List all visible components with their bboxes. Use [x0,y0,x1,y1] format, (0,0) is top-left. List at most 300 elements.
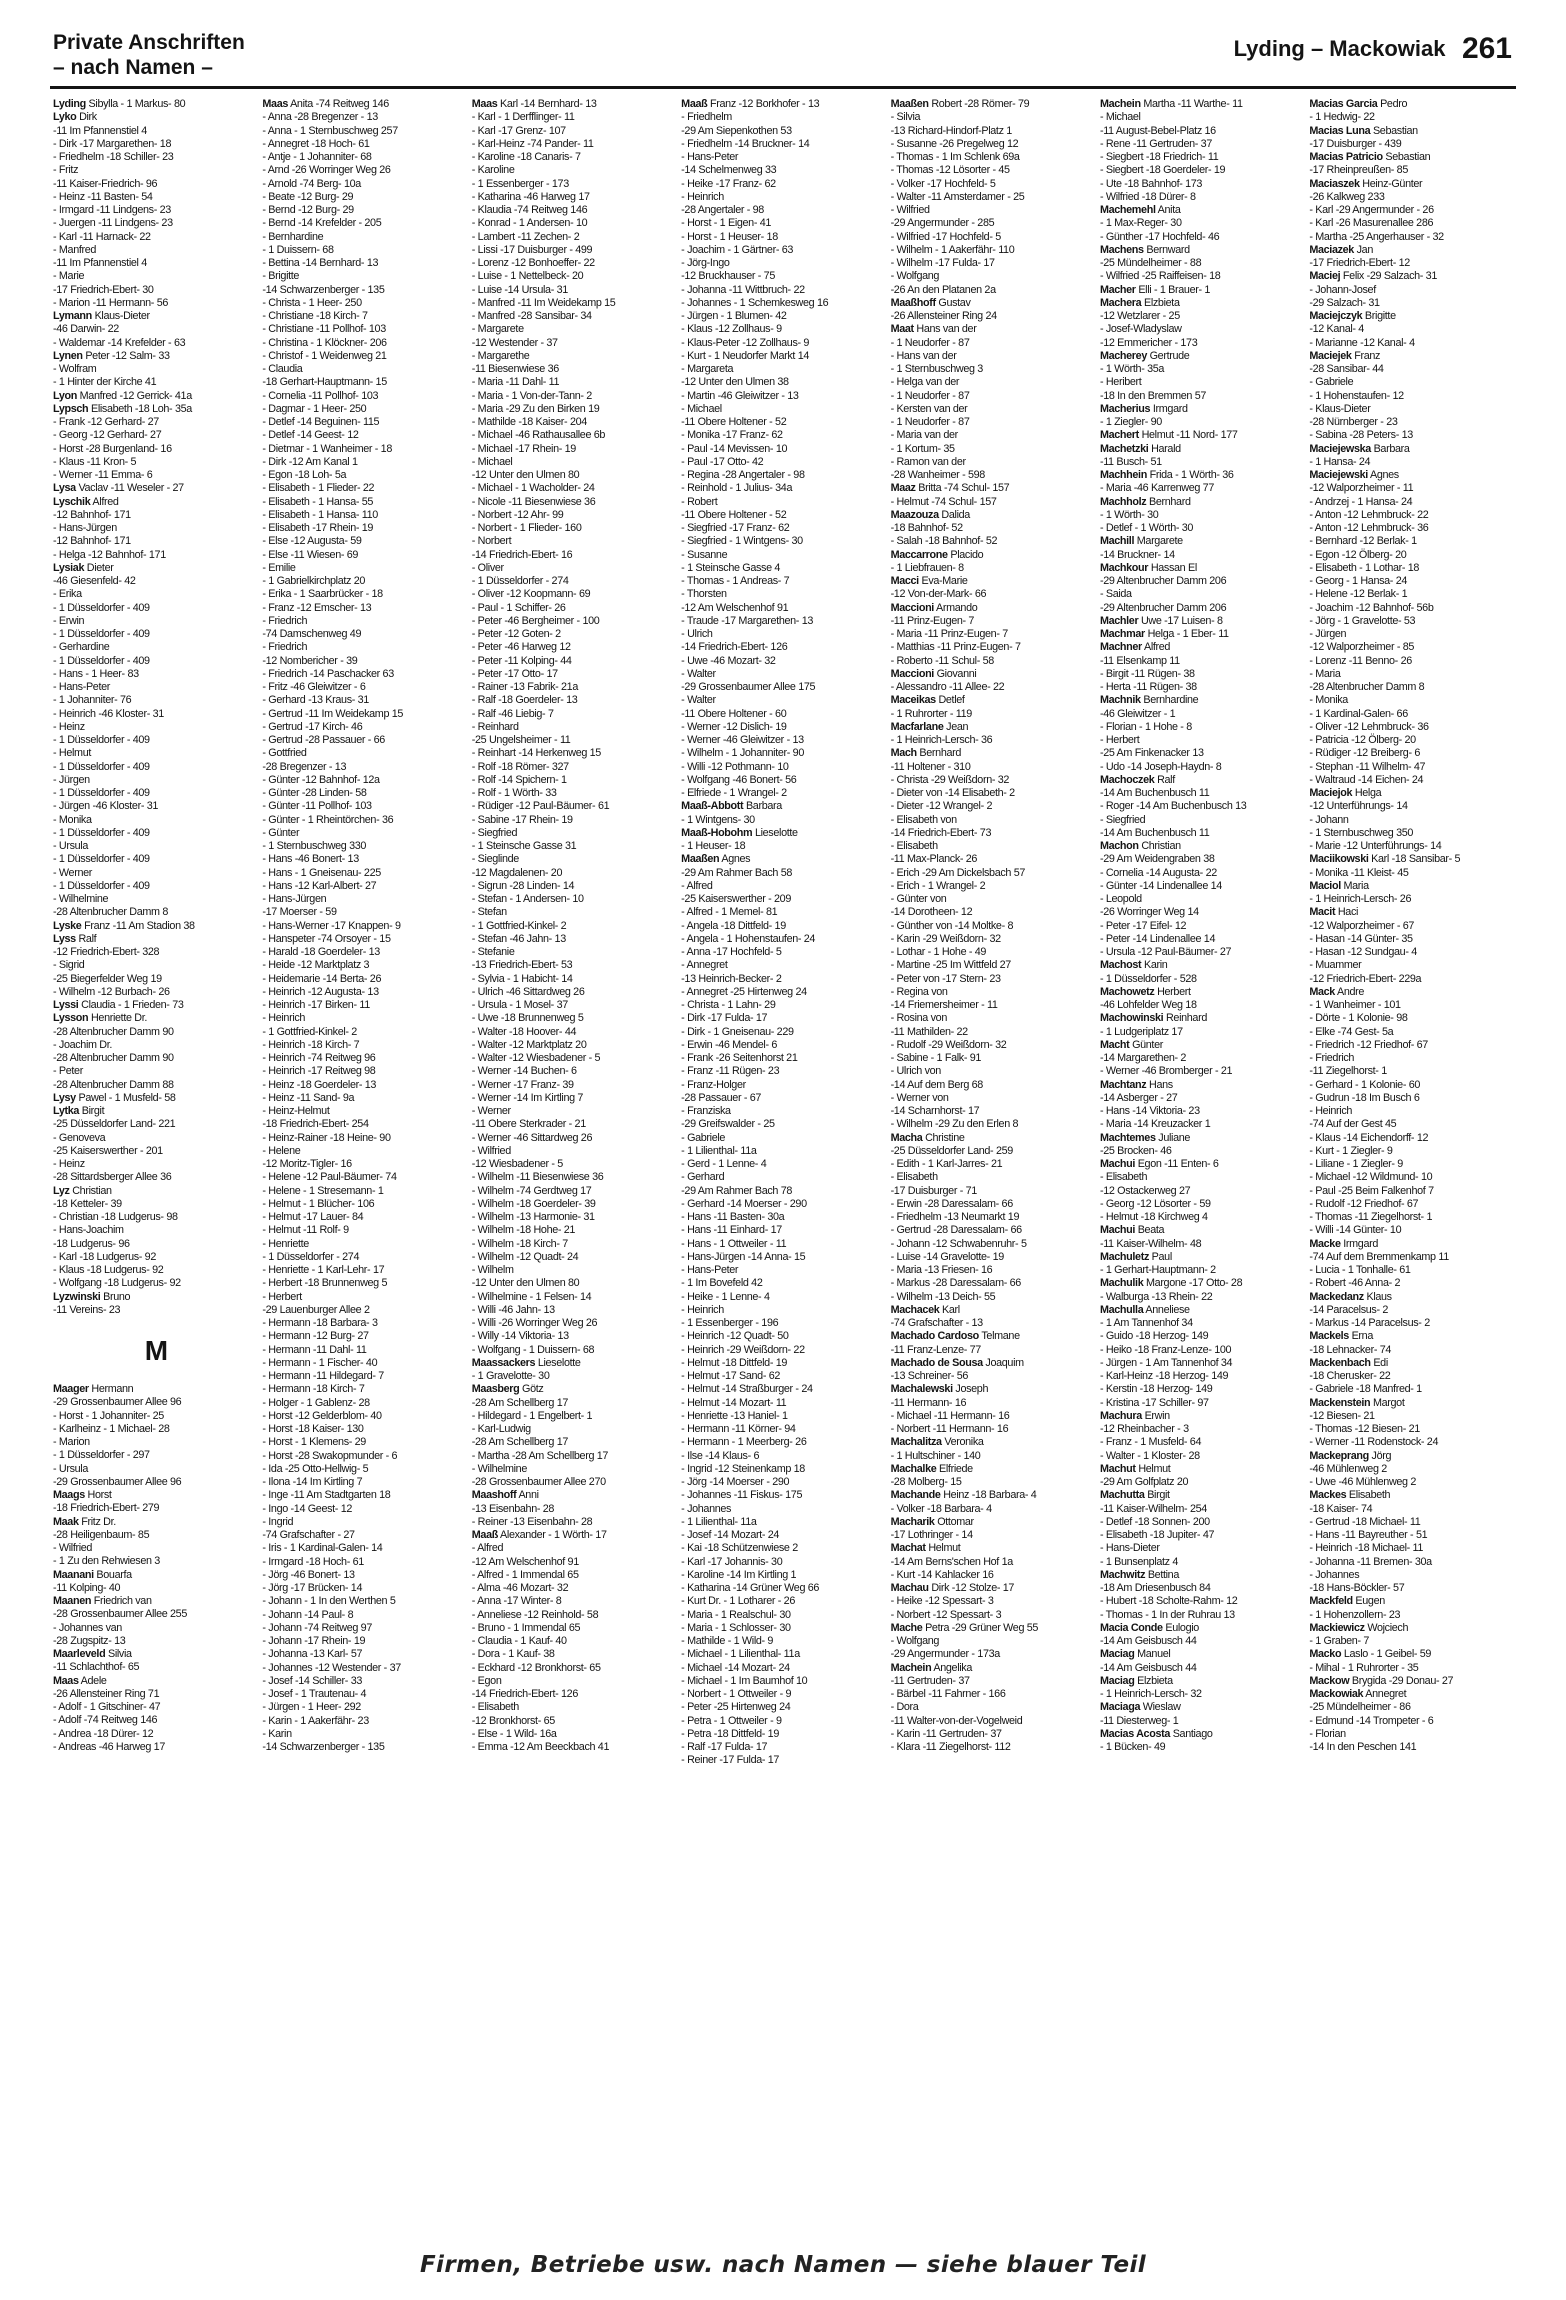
directory-entry [891,231,1097,244]
entry-details: - Stephan -11 Wilhelm- 47 [1309,760,1426,773]
directory-entry [53,257,259,270]
entry-details: - Bettina -14 Bernhard- 13 [262,257,379,269]
directory-entry [53,1264,259,1277]
directory-entry [681,456,887,469]
entry-details: - 1 Wörth- 35a [1099,363,1165,375]
entry-details: - Johann [1309,813,1349,826]
entry-details: Eva-Marie [921,575,968,587]
directory-entry [53,350,259,363]
entry-details: -12 Walporzheimer - 67 [1309,919,1415,932]
entry-details: - 1 Bunsenplatz 4 [1099,1555,1179,1568]
directory-entry [262,853,468,866]
directory-column [50,98,259,2246]
directory-entry [1309,1662,1515,1675]
directory-entry [681,734,887,747]
directory-entry [891,1224,1097,1237]
entry-details: -18 Cherusker- 22 [1309,1370,1391,1382]
directory-entry [53,575,259,588]
entry-details: Anneliese [1145,1303,1190,1316]
directory-entry [1100,906,1306,919]
surname: Macit [1309,906,1336,919]
directory-entry [681,482,887,495]
surname: Maceikas [890,694,936,707]
entry-details: - Dörte - 1 Kolonie- 98 [1309,1012,1408,1025]
entry-details: - Dirk -17 Fulda- 17 [681,1012,768,1025]
entry-details: -14 Am Berns'schen Hof 1a [890,1555,1013,1568]
entry-details: - Oliver [471,561,504,574]
directory-entry [472,125,678,138]
entry-details: -12 Von-der-Mark- 66 [890,588,987,601]
directory-entry [1309,1026,1515,1039]
directory-entry [1309,1569,1515,1582]
directory-entry [53,1396,259,1409]
directory-entry [262,323,468,336]
directory-entry [681,1423,887,1436]
directory-entry [53,615,259,628]
directory-entry [472,1357,678,1370]
directory-entry [891,1185,1097,1198]
directory-entry [891,217,1097,230]
entry-details: -46 Mühlenweg 2 [1309,1462,1387,1475]
entry-details: - Karl-Ludwig [471,1423,531,1435]
entry-details: Agnes [1369,469,1399,481]
directory-entry [681,297,887,310]
directory-entry [891,655,1097,668]
entry-details: - Helmut -11 Rolf- 9 [262,1224,349,1237]
entry-details: Alfred [1143,641,1171,654]
directory-entry [472,1224,678,1237]
surname: Mackenbach [1309,1356,1371,1369]
directory-entry [1100,628,1306,641]
directory-entry [262,708,468,721]
directory-entry [891,1158,1097,1171]
entry-details: -29 Am Golfplatz 20 [1099,1476,1189,1488]
directory-entry [472,337,678,350]
directory-entry [1309,575,1515,588]
entry-details: - Christof - 1 Weidenweg 21 [262,349,387,362]
directory-entry [681,1211,887,1224]
entry-details: - Bernhard -12 Berlak- 1 [1309,535,1417,548]
surname: Lysy [53,1091,76,1104]
entry-details: - Wilfried [53,1542,93,1554]
directory-entry [891,827,1097,840]
directory-entry [1309,363,1515,376]
entry-details: - Peter -11 Kolping- 44 [471,654,572,667]
entry-details: - Peter [53,1065,83,1078]
directory-entry [472,1450,678,1463]
entry-details: - 1 Steinsche Gasse 4 [681,561,781,574]
entry-details: - Kristina -17 Schiller- 97 [1099,1396,1209,1409]
entry-details: -14 Friedrich-Ebert- 126 [681,641,788,654]
entry-details: - Gerhard [681,1171,725,1184]
entry-details: - Anna - 1 Sternbuschweg 257 [262,124,398,137]
entry-details: Gertrude [1149,349,1190,362]
entry-details: - Anna -28 Bregenzer - 13 [262,111,378,124]
entry-details: - Thomas -11 Ziegelhorst- 1 [1309,1211,1433,1223]
entry-details: - Helene [262,1144,301,1157]
entry-details: - Bärbel -11 Fahrner - 166 [890,1688,1006,1700]
entry-details: Sebastian [1372,124,1418,137]
entry-details: -74 Auf der Gest 45 [1309,1118,1397,1131]
entry-details: - Friedrich -14 Paschacker 63 [262,667,394,680]
directory-entry [1100,1012,1306,1025]
directory-entry [472,694,678,707]
directory-entry [1309,1251,1515,1264]
directory-entry [1309,1701,1515,1714]
entry-details: Franz -11 Am Stadion 38 [84,919,195,932]
entry-details: - Maria - 1 Realschul- 30 [681,1608,791,1621]
directory-entry [472,1185,678,1198]
directory-entry [891,999,1097,1012]
directory-entry [472,973,678,986]
entry-details: - Guido -18 Herzog- 149 [1099,1330,1209,1343]
entry-details: - 1 Graben- 7 [1309,1635,1370,1647]
directory-entry [472,641,678,654]
directory-entry [1100,1715,1306,1728]
directory-entry [472,920,678,933]
entry-details: - Wolfgang - 1 Duissern- 68 [471,1343,595,1356]
directory-entry [1309,178,1515,191]
directory-entry [1309,482,1515,495]
entry-details: - Gertrud -11 Im Weidekamp 15 [262,707,404,720]
entry-details: - Heidemarie -14 Berta- 26 [262,972,382,985]
directory-entry [262,1423,468,1436]
directory-entry [1309,1622,1515,1635]
directory-entry [1100,323,1306,336]
directory-entry [1100,708,1306,721]
directory-entry [472,933,678,946]
directory-entry [53,920,259,933]
name-range: Lyding – Mackowiak [1233,36,1446,61]
entry-details: Peter -12 Salm- 33 [85,349,170,362]
entry-details: - Reinhart -14 Herkenweg 15 [471,747,601,760]
directory-entry [891,1542,1097,1555]
entry-details: Brigitte [1364,310,1396,322]
entry-details: - Cornelia -14 Augusta- 22 [1099,866,1217,879]
directory-entry [53,1211,259,1224]
surname: Macher [1099,283,1136,296]
directory-entry [262,376,468,389]
entry-details: - Detlef -18 Sonnen- 200 [1099,1515,1210,1528]
entry-details: -29 Grossenbaumer Allee 175 [681,681,816,693]
directory-entry [891,1198,1097,1211]
directory-entry [1100,429,1306,442]
surname: Machande [890,1489,941,1502]
entry-details: Margone -17 Otto- 28 [1146,1277,1243,1290]
directory-entry [891,708,1097,721]
directory-entry [262,1635,468,1648]
directory-entry [1309,204,1515,217]
directory-entry [53,469,259,482]
directory-entry [1100,641,1306,654]
directory-entry [262,1436,468,1449]
directory-entry [1309,1450,1515,1463]
directory-entry [1309,1357,1515,1370]
entry-details: - Karl -18 Ludgerus- 92 [53,1250,156,1263]
entry-details: - Karin -29 Weißdorn- 32 [890,932,1001,945]
directory-entry [53,390,259,403]
directory-entry [681,628,887,641]
directory-entry [472,1688,678,1701]
directory-entry [1100,482,1306,495]
entry-details: Jean [946,720,969,733]
directory-entry [1100,986,1306,999]
directory-entry [472,217,678,230]
directory-entry [472,615,678,628]
surname: Lysson [53,1012,89,1025]
entry-details: - Beate -12 Burg- 29 [262,190,354,203]
entry-details: - Cornelia -11 Pollhof- 103 [262,389,379,402]
directory-entry [1100,456,1306,469]
directory-entry [53,403,259,416]
directory-entry [681,1397,887,1410]
entry-details: - Thomas - 1 Andreas- 7 [681,575,790,587]
entry-details: - Günter -12 Bahnhof- 12a [262,773,380,786]
entry-details: - Dietmar - 1 Wanheimer - 18 [262,442,392,455]
directory-entry [53,1065,259,1078]
surname: Macharik [890,1515,935,1528]
directory-entry [681,1728,887,1741]
entry-details: - Brigitte [262,270,300,283]
entry-details: -12 Kanal- 4 [1309,323,1364,336]
directory-entry [681,1012,887,1025]
entry-details: - 1 Gottfried-Kinkel- 2 [471,919,567,932]
entry-details: Manfred -12 Gerrick- 41a [79,389,192,402]
entry-details: - 1 Lilienthal- 11a [681,1144,757,1157]
entry-details: - Werner -17 Franz- 39 [471,1078,574,1091]
directory-entry [891,1741,1097,1754]
surname: Maciej [1309,270,1341,283]
directory-entry [891,867,1097,880]
directory-entry [53,1132,259,1145]
directory-entry [1309,562,1515,575]
directory-entry [891,1145,1097,1158]
directory-entry [472,443,678,456]
directory-entry [1309,1489,1515,1502]
entry-details: - Martha -28 Am Schellberg 17 [471,1449,609,1462]
directory-entry [262,986,468,999]
directory-entry [681,1251,887,1264]
directory-entry [262,1595,468,1608]
entry-details: - Peter -17 Eifel- 12 [1099,919,1187,932]
directory-entry [1309,1145,1515,1158]
entry-details: - Alessandro -11 Allee- 22 [890,681,1005,693]
entry-details: - Robert -46 Anna- 2 [1309,1277,1401,1290]
entry-details: - 1 Ruhrorter - 119 [890,707,972,720]
entry-details: - Maria -11 Prinz-Eugen- 7 [890,628,1008,640]
surname: Maags [53,1489,85,1501]
directory-entry [53,1026,259,1039]
entry-details: - Oliver -12 Koopmann- 69 [471,588,591,601]
entry-details: - Henriette - 1 Karl-Lehr- 17 [262,1264,385,1276]
directory-entry [262,1052,468,1065]
directory-entry [681,694,887,707]
entry-details: - Johannes - 1 Schemkesweg 16 [681,296,829,309]
directory-entry [472,1648,678,1661]
directory-entry [262,1132,468,1145]
entry-details: -12 Bruckhauser - 75 [681,270,775,283]
directory-entry [1309,151,1515,164]
directory-entry [472,840,678,853]
entry-details: - Walter [681,667,716,680]
entry-details: -28 Sittardsberger Allee 36 [53,1171,172,1184]
entry-details: - Heike - 1 Lenne- 4 [681,1290,770,1303]
directory-entry [53,1714,259,1727]
directory-entry [1100,827,1306,840]
directory-entry [262,191,468,204]
entry-details: - Robert [681,495,718,508]
surname: Machill [1099,535,1135,548]
entry-details: - Emma -12 Am Beeckbach 41 [471,1741,610,1753]
entry-details: -17 Friedrich-Ebert- 30 [53,283,154,296]
directory-entry [1309,1529,1515,1542]
entry-details: - Walter -11 Amsterdamer - 25 [890,190,1025,203]
directory-entry [1100,681,1306,694]
entry-details: Agnes [721,853,751,866]
directory-entry [262,443,468,456]
entry-details: - Werner -46 Gleiwitzer - 13 [681,734,804,746]
entry-details: - Elisabeth [890,840,938,852]
surname: Machner [1099,641,1142,654]
entry-details: -25 Düsseldorfer Land- 221 [53,1118,176,1131]
directory-entry [53,946,259,959]
directory-entry [681,1065,887,1078]
entry-details: - Hermann -11 Dahl- 11 [262,1343,367,1356]
directory-entry [262,1463,468,1476]
directory-entry [262,1118,468,1131]
entry-details: - Ulrich -46 Sittardweg 26 [471,985,585,998]
entry-details: - Michael -12 Wildmund- 10 [1309,1171,1433,1184]
directory-entry [1309,1476,1515,1489]
directory-entry [681,111,887,124]
directory-entry [1309,1264,1515,1277]
entry-details: - Karin [262,1727,292,1740]
entry-details: - Sieglinde [471,853,519,866]
entry-details: - Erwin -46 Mendel- 6 [681,1038,778,1051]
entry-details: - Jürgen [53,773,90,786]
surname: Machera [1099,296,1142,309]
directory-entry [1100,867,1306,880]
entry-details: - Franz-Holger [681,1078,746,1091]
directory-entry [681,893,887,906]
surname: Macht [1099,1038,1130,1051]
entry-details: Elzbieta [1143,296,1180,309]
surname: Machui [1099,1224,1136,1237]
directory-entry [681,1357,887,1370]
entry-details: - Heinz-Rainer -18 Heine- 90 [262,1131,391,1144]
entry-details: Günter [1132,1038,1163,1051]
entry-details: -13 Heinrich-Becker- 2 [681,972,782,985]
directory-entry [1309,443,1515,456]
entry-details: - Franz -12 Emscher- 13 [262,601,372,614]
entry-details: - Thomas -12 Biesen- 21 [1309,1423,1420,1435]
entry-details: - Katharina -14 Grüner Weg 66 [681,1582,820,1594]
entry-details: -12 Rheinbacher - 3 [1099,1423,1189,1435]
directory-entry [53,376,259,389]
directory-entry [1100,1211,1306,1224]
directory-entry [1309,1317,1515,1330]
entry-details: - Günter -11 Pollhof- 103 [262,800,372,813]
entry-details: Manuel [1137,1648,1171,1661]
directory-entry [262,1251,468,1264]
directory-entry [53,734,259,747]
directory-entry [53,549,259,562]
directory-entry [262,1158,468,1171]
directory-entry [262,588,468,601]
directory-entry [1309,681,1515,694]
directory-entry [1100,111,1306,124]
entry-details: - Udo -14 Joseph-Haydn- 8 [1099,760,1222,773]
directory-entry [262,1383,468,1396]
entry-details: -14 Am Buchenbusch 11 [1099,787,1210,799]
surname: Maassackers [471,1356,536,1369]
entry-details: - Johannes [681,1502,732,1515]
entry-details: -28 Grossenbaumer Allee 255 [53,1608,187,1621]
directory-entry [1309,933,1515,946]
entry-details: Barbara [745,800,782,813]
surname: Maaß-Hobohm [681,826,753,839]
entry-details: -11 Diesterweg- 1 [1099,1714,1179,1727]
entry-details: - Karl -17 Johannis- 30 [681,1555,783,1568]
entry-details: - Liliane - 1 Ziegler- 9 [1309,1158,1403,1170]
directory-entry [53,1118,259,1131]
surname: Mackow [1309,1674,1350,1687]
directory-entry [1100,1198,1306,1211]
directory-entry [472,1304,678,1317]
entry-details: - Annegret -18 Hoch- 61 [262,137,370,150]
entry-details: - Edmund -14 Trompeter - 6 [1309,1714,1434,1727]
entry-details: - Hans-Peter [681,1264,739,1276]
directory-entry [262,1503,468,1516]
entry-details: Lieselotte [537,1356,581,1369]
directory-entry [1100,443,1306,456]
entry-details: - Ute -18 Bahnhof- 173 [1099,177,1203,190]
directory-entry [1100,1688,1306,1701]
directory-entry [1309,496,1515,509]
surname: Machens [1099,243,1144,256]
page-number: 261 [1461,32,1512,65]
directory-entry [891,1609,1097,1622]
entry-details: - Hans-Peter [681,151,739,163]
directory-entry [53,1449,259,1462]
entry-details: - Jörg-Ingo [681,257,730,269]
surname: Lyon [53,389,77,402]
entry-details: - 1 Heuser- 18 [681,840,746,852]
entry-details: - Erich -29 Am Dickelsbach 57 [890,866,1026,879]
directory-entry [472,204,678,217]
directory-entry [1100,1423,1306,1436]
entry-details: Alfred [92,495,119,508]
entry-details: - Ilona -14 Im Kirtling 7 [262,1476,363,1488]
surname: Machoczek [1099,773,1155,786]
entry-details: - Wilfried -18 Dürer- 8 [1099,190,1196,203]
directory-entry [1100,1609,1306,1622]
entry-details: - Katharina -46 Harweg 17 [471,190,590,203]
directory-entry [472,1291,678,1304]
entry-details: - Juergen -11 Lindgens- 23 [53,217,173,230]
directory-entry [681,1370,887,1383]
directory-entry [1100,655,1306,668]
directory-entry [1100,1291,1306,1304]
entry-details: - Jürgen - 1 Heer- 292 [262,1701,361,1714]
directory-entry [262,840,468,853]
directory-entry [262,1171,468,1184]
directory-entry [681,284,887,297]
entry-details: - Kurt Dr. - 1 Lotharer - 26 [681,1595,795,1608]
directory-entry [262,814,468,827]
directory-entry [1100,1132,1306,1145]
entry-details: Dalida [941,508,970,521]
